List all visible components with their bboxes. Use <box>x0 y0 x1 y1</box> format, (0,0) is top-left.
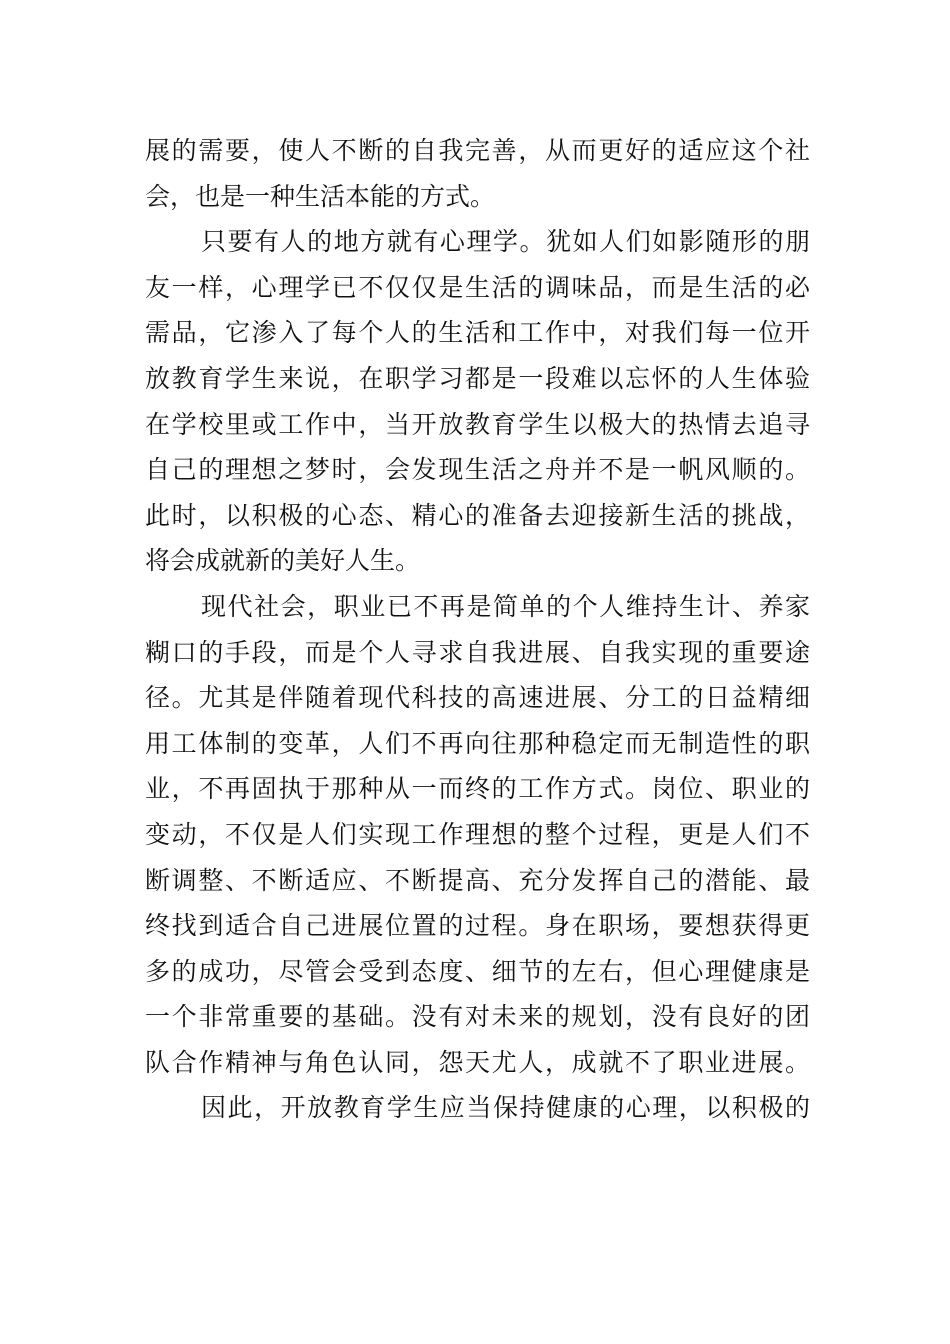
text-line: 一个非常重要的基础。没有对未来的规划，没有良好的团 <box>145 1002 810 1032</box>
text-line: 变动，不仅是人们实现工作理想的整个过程，更是人们不 <box>145 819 810 849</box>
text-line: 放教育学生来说，在职学习都是一段难以忘怀的人生体验 <box>145 363 810 393</box>
text-line: 因此，开放教育学生应当保持健康的心理，以积极的 <box>201 1093 810 1123</box>
text-line: 友一样，心理学已不仅仅是生活的调味品，而是生活的必 <box>145 272 810 302</box>
text-line: 会，也是一种生活本能的方式。 <box>145 181 496 211</box>
text-line: 用工体制的变革，人们不再向往那种稳定而无制造性的职 <box>145 728 810 758</box>
text-line: 业，不再固执于那种从一而终的工作方式。岗位、职业的 <box>145 774 810 804</box>
text-line: 断调整、不断适应、不断提高、充分发挥自己的潜能、最 <box>145 865 810 895</box>
text-line: 现代社会，职业已不再是简单的个人维持生计、养家 <box>201 591 810 621</box>
body-text <box>145 128 810 1131</box>
text-line: 在学校里或工作中，当开放教育学生以极大的热情去追寻 <box>145 409 810 439</box>
text-line: 只要有人的地方就有心理学。犹如人们如影随形的朋 <box>201 227 810 257</box>
text-line: 展的需要，使人不断的自我完善，从而更好的适应这个社 <box>145 136 810 165</box>
text-line: 此时，以积极的心态、精心的准备去迎接新生活的挑战， <box>145 500 810 530</box>
text-line: 队合作精神与角色认同，怨天尤人，成就不了职业进展。 <box>145 1047 810 1077</box>
text-line: 自己的理想之梦时，会发现生活之舟并不是一帆风顺的。 <box>145 455 810 485</box>
text-line: 将会成就新的美好人生。 <box>145 546 421 576</box>
text-line: 需品，它渗入了每个人的生活和工作中，对我们每一位开 <box>145 318 810 348</box>
text-line: 终找到适合自己进展位置的过程。身在职场，要想获得更 <box>145 911 810 941</box>
text-line: 糊口的手段，而是个人寻求自我进展、自我实现的重要途 <box>145 637 810 667</box>
text-line: 径。尤其是伴随着现代科技的高速进展、分工的日益精细 <box>145 683 810 713</box>
text-line: 多的成功，尽管会受到态度、细节的左右，但心理健康是 <box>145 956 810 986</box>
